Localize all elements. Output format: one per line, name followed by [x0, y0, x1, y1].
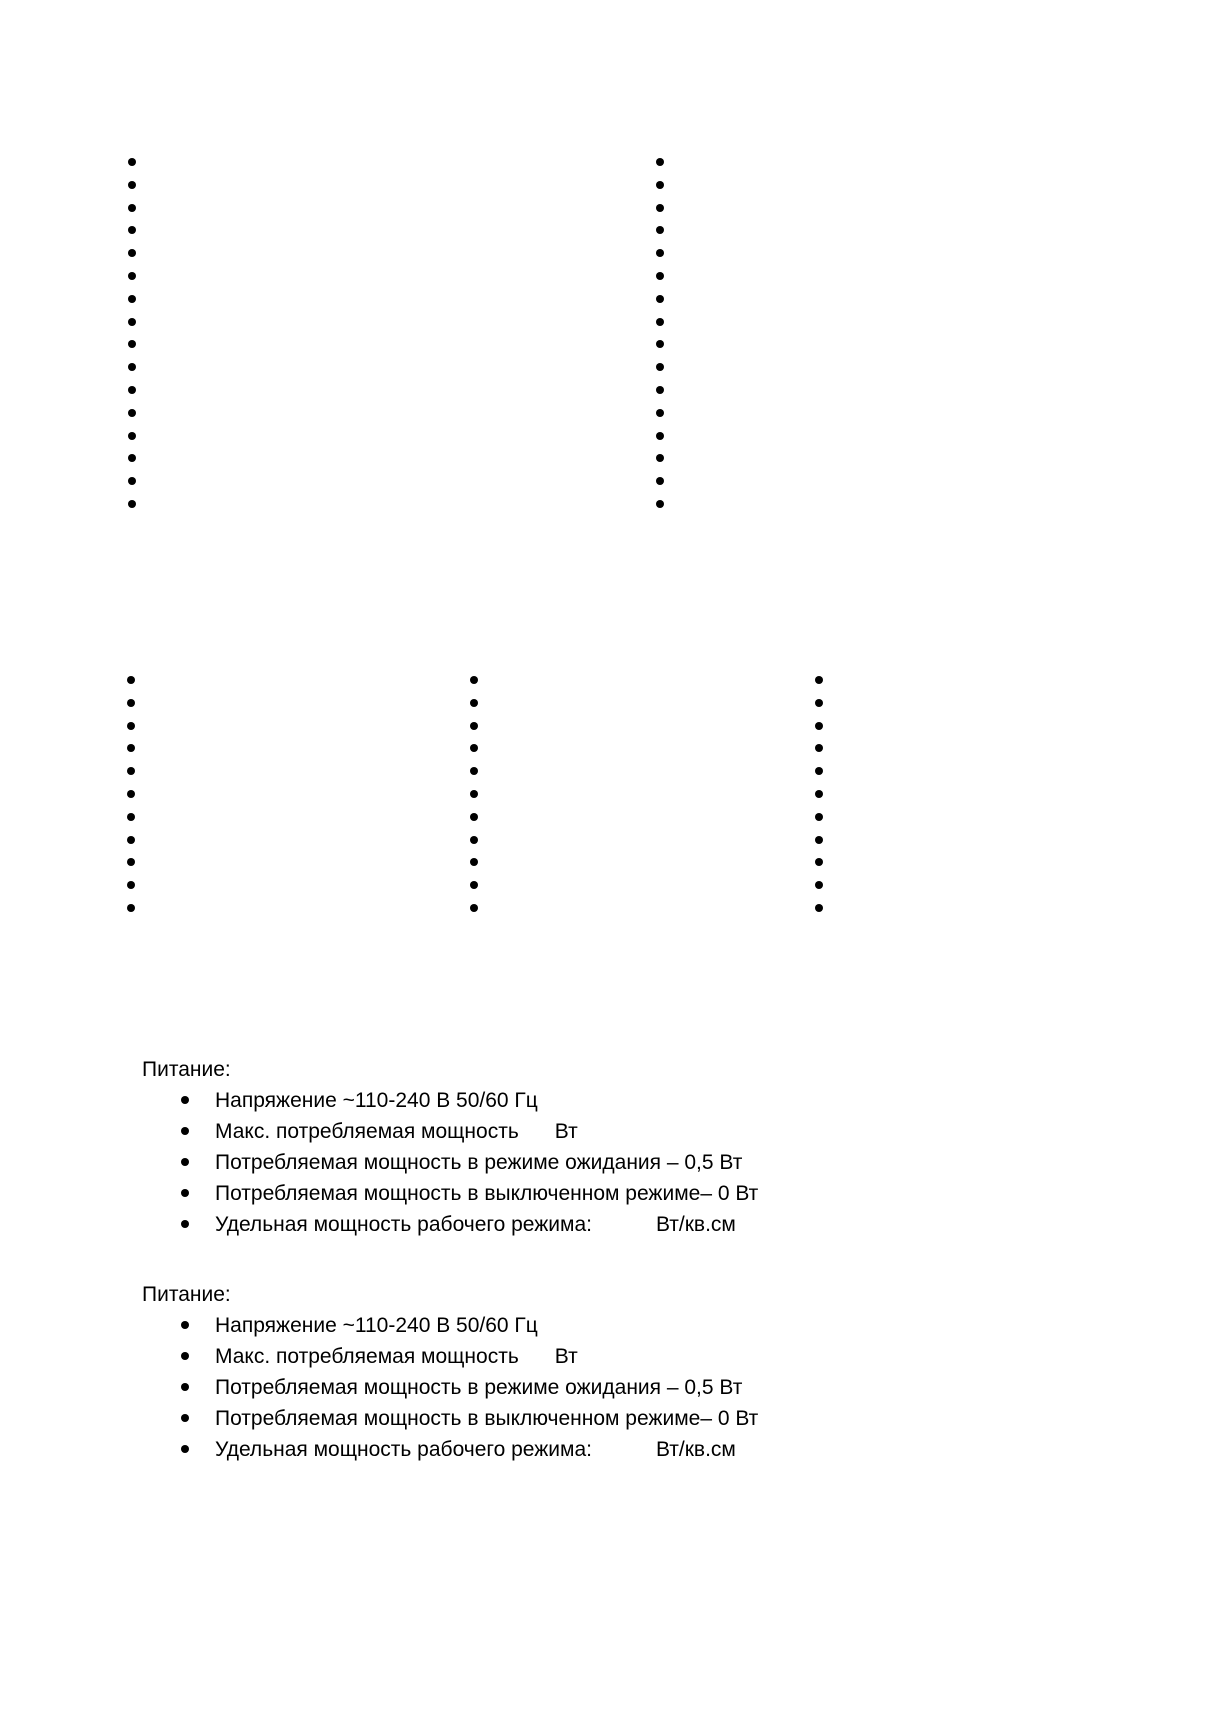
bullet-icon [127, 836, 135, 844]
bullet-icon [656, 158, 664, 166]
power-item-text: Макс. потребляемая мощность [215, 1345, 519, 1368]
bullet-icon [815, 904, 823, 912]
power-item-specific-power [142, 1434, 902, 1465]
bullet-icon [470, 767, 478, 775]
power-item-specific-power [142, 1209, 902, 1240]
bullet-icon [815, 744, 823, 752]
bullet-icon [815, 676, 823, 684]
bullet-icon [128, 409, 136, 417]
bullet-icon [656, 204, 664, 212]
bullet-icon [815, 699, 823, 707]
bullet-icon [127, 790, 135, 798]
bullet-icon [181, 1220, 189, 1228]
bullet-icon [815, 881, 823, 889]
bullet-icon [127, 813, 135, 821]
bullet-icon [128, 158, 136, 166]
bullet-icon [470, 858, 478, 866]
bullet-icon [128, 454, 136, 462]
bullet-icon [470, 722, 478, 730]
bullet-icon [181, 1158, 189, 1166]
bullet-icon [128, 500, 136, 508]
bullet-icon [127, 904, 135, 912]
power-item-off-mode [142, 1178, 902, 1209]
bullet-icon [815, 767, 823, 775]
power-item-unit: Вт/кв.см [655, 1213, 736, 1236]
bullet-icon [656, 295, 664, 303]
bullet-icon [656, 454, 664, 462]
bullet-icon [656, 386, 664, 394]
power-item-voltage [142, 1310, 902, 1341]
bullet-icon [656, 409, 664, 417]
bullet-icon [656, 432, 664, 440]
bullet-icon [815, 858, 823, 866]
bullet-icon [181, 1127, 189, 1135]
power-item-text: Потребляемая мощность в режиме ожидания – 0,5 Вт [215, 1151, 743, 1174]
bullet-icon [815, 836, 823, 844]
bullet-icon [656, 340, 664, 348]
power-item-unit: Вт [554, 1120, 578, 1143]
bullet-icon [127, 722, 135, 730]
bullet-icon [656, 477, 664, 485]
bullet-icon [128, 181, 136, 189]
power-spec-block [142, 1054, 902, 1240]
bullet-icon [127, 858, 135, 866]
bullet-icon [470, 790, 478, 798]
power-item-standby [142, 1147, 902, 1178]
bullet-icon [181, 1321, 189, 1329]
bullet-icon [470, 904, 478, 912]
bullet-icon [470, 676, 478, 684]
bullet-icon [128, 204, 136, 212]
bullet-icon [181, 1414, 189, 1422]
power-list [142, 1310, 902, 1465]
bullet-icon [470, 881, 478, 889]
bullet-icon [181, 1383, 189, 1391]
power-item-text: Потребляемая мощность в выключенном режиме– 0 Вт [215, 1182, 759, 1205]
power-list [142, 1085, 902, 1240]
bullet-icon [470, 699, 478, 707]
bullet-icon [656, 249, 664, 257]
bullet-icon [127, 744, 135, 752]
bullet-icon [181, 1352, 189, 1360]
power-item-text: Макс. потребляемая мощность [215, 1120, 519, 1143]
bullet-icon [470, 813, 478, 821]
bullet-icon [470, 744, 478, 752]
power-item-text: Удельная мощность рабочего режима: [215, 1213, 592, 1236]
bullet-icon [128, 432, 136, 440]
power-item-text: Потребляемая мощность в режиме ожидания – 0,5 Вт [215, 1376, 743, 1399]
power-item-unit: Вт/кв.см [655, 1438, 736, 1461]
bullet-icon [815, 790, 823, 798]
power-item-text: Напряжение ~110-240 В 50/60 Гц [215, 1089, 538, 1112]
power-title: Питание: [142, 1058, 231, 1081]
power-item-standby [142, 1372, 902, 1403]
bullet-icon [127, 767, 135, 775]
bullet-icon [815, 722, 823, 730]
bullet-icon [128, 340, 136, 348]
bullet-icon [127, 676, 135, 684]
bullet-icon [656, 318, 664, 326]
power-item-text: Потребляемая мощность в выключенном режиме– 0 Вт [215, 1407, 759, 1430]
bullet-icon [181, 1096, 189, 1104]
bullet-icon [128, 295, 136, 303]
bullet-icon [181, 1189, 189, 1197]
bullet-icon [656, 181, 664, 189]
bullet-icon [128, 249, 136, 257]
bullet-icon [656, 272, 664, 280]
bullet-icon [128, 477, 136, 485]
power-item-unit: Вт [554, 1345, 578, 1368]
power-item-off-mode [142, 1403, 902, 1434]
bullet-icon [128, 386, 136, 394]
bullet-icon [128, 363, 136, 371]
bullet-icon [127, 699, 135, 707]
bullet-icon [656, 226, 664, 234]
bullet-icon [815, 813, 823, 821]
power-item-text: Удельная мощность рабочего режима: [215, 1438, 592, 1461]
power-spec-block [142, 1279, 902, 1465]
power-item-max-power [142, 1341, 902, 1372]
bullet-icon [656, 363, 664, 371]
power-item-max-power [142, 1116, 902, 1147]
bullet-icon [127, 881, 135, 889]
bullet-icon [181, 1445, 189, 1453]
bullet-icon [656, 500, 664, 508]
bullet-icon [128, 226, 136, 234]
bullet-icon [470, 836, 478, 844]
power-item-text: Напряжение ~110-240 В 50/60 Гц [215, 1314, 538, 1337]
bullet-icon [128, 272, 136, 280]
power-title: Питание: [142, 1283, 231, 1306]
bullet-icon [128, 318, 136, 326]
power-item-voltage [142, 1085, 902, 1116]
